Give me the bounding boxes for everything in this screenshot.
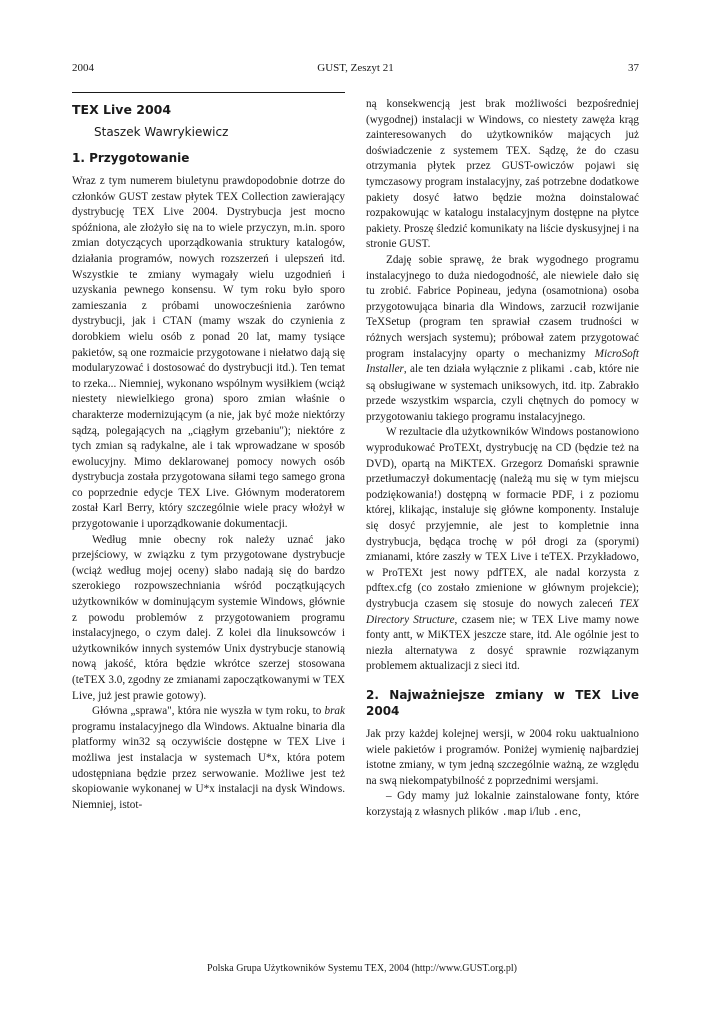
text-run: programu instalacyjnego dla Windows. Aktualne binaria dla platformy win32 są oczywiście dostępne w TEX Live i możliwa jest instalacja w systemach U*x, która potem udostępniana będzie przez serwowanie. Możliwe jest też skopiowanie wykonanej w U*x instalacji na dysk Windows. Niemniej, istot-	[72, 720, 345, 811]
emphasis: brak	[324, 705, 345, 718]
page-number: 37	[628, 62, 639, 74]
section-2-paragraph-1: Jak przy każdej kolejnej wersji, w 2004 roku uaktualniono wiele pakietów i programów. Poniżej wymienię najbardziej istotne zmiany, w tym jedną szczególnie ważną, ze względu na swą niekompatybilność z poprzednimi wersjami.	[366, 727, 639, 787]
right-column	[366, 97, 639, 822]
header-year: 2004	[72, 62, 94, 74]
text-run: W rezultacie dla użytkowników Windows postanowiono wyprodukować ProTEXt, dystrybucję na CD (będzie też na DVD), opartą na MiKTEX. Grzegorz Domański sprawnie przetłumaczył dokumentację (należą mu się w tym miejscu podziękowania!) dostępną w formacie PDF, i z poziomu której, klikając, instaluje się główne komponenty. Instaluje się dosyć przyjemnie, ale jest to kompletnie inna dystrybucja, będąca trochę w pół drogi za (sporymi) zmianami, które zaszły w TEX Live i teTEX. Przykładowo, w ProTEXt jest nowy pdfTEX, ale nadal korzysta z pdftex.cfg (co zostało zmienione w głównym projekcie); dystrybucja czasem się stosuje do nowych zaleceń	[366, 426, 639, 610]
article-title: TEX Live 2004	[72, 102, 172, 117]
text-run: i/lub	[526, 805, 553, 818]
text-run: Główna „sprawa", która nie wyszła w tym roku, to	[92, 705, 325, 718]
page-footer: Polska Grupa Użytkowników Systemu TEX, 2004 (http://www.GUST.org.pl)	[207, 963, 517, 974]
protext-paragraph	[366, 425, 639, 675]
emphasis: MicroSoft Installer	[366, 347, 639, 376]
section-2-paragraph-2	[366, 789, 639, 821]
code-enc: .enc	[552, 806, 579, 819]
section-2-heading: 2. Najważniejsze zmiany w TEX Live 2004	[366, 687, 639, 718]
installer-paragraph	[366, 253, 639, 426]
text-run: , czasem nie; w TEX Live mamy nowe fonty antt, w MiKTEX jeszcze stare, itd. Ale ogólnie jest to niezła alternatywa z dosyć sprawnie rozwiązanym problemem aktualizacji z sieci itd.	[366, 613, 639, 673]
text-run: ,	[578, 805, 581, 818]
section-1-paragraph-3	[72, 704, 345, 813]
code-map: .map	[501, 806, 527, 819]
article-author: Staszek Wawrykiewicz	[94, 125, 229, 139]
continued-paragraph: ną konsekwencją jest brak możliwości bezpośredniej (wygodnej) instalacji w Windows, co niestety zawęża krąg zainteresowanych do użytkowników mających już doświadczenie z systemem TEX. Sądzę, że do czasu otrzymania płytek przez GUST-owiczów pojawi się tymczasowy program instalacyjny, zaś potrzebne dodatkowe pakiety dosyć łatwo będzie można doinstalować rozpakowując w katalogu instalacyjnym dostępne na płytce pakiety. Proszę śledzić komunikaty na liście dyskusyjnej i na stronie GUST.	[366, 98, 639, 251]
running-header	[72, 62, 639, 78]
section-1-paragraph-1: Wraz z tym numerem biuletynu prawdopodobnie dotrze do członków GUST zestaw płytek TEX Collection zawierający dystrybucję TEX Live 2004. Dystrybucja jest mocno spóźniona, ale złożyło się na to wiele przyczyn, m.in. sporo zmian dotyczących uporządkowania struktury katalogów, działania programów, nowych rozszerzeń i ulepszeń itd. Wszystkie te zmiany wymagały wielu uzgodnień i uzyskania pewnego konsensu. W tym roku było sporo zamieszania z próbami unowocześnienia zarówno dystrybucji, jak i CTAN (mamy wszak do czynienia z dorobkiem wielu osób z ponad 20 lat, mamy tysiące pakietów, są one rozmaicie przygotowane i niełatwo dają się modularyzować i dostosować do dystrybucji itd.). Ten temat to rzeka... Niemniej, wykonano wspólnym wysiłkiem (wciąż niestety niewielkiego grona) sporo zmian właśnie o charakterze modernizującym (a nie, jak być może niektórzy sądzą, polegających na „ciągłym grzebaniu"); niektóre z tych zmian są radykalne, ale i tak wprowadzane w sposób ewolucyjny. Mimo deklarowanej pomocy nowych osób dystrybucja została przygotowana siłami tego samego grona co poprzednie edycje TEX Live. Głównym moderatorem został Karl Berry, który szczególnie wiele pracy włożył w przygotowanie i uporządkowanie dokumentacji.	[72, 175, 345, 531]
left-column	[72, 92, 345, 813]
section-1-heading: 1. Przygotowanie	[72, 151, 190, 165]
text-run: , które nie są obsługiwane w systemach uniksowych, itd. itp. Zabrakło przede wszystkim wsparcia, czyli chętnych do pomocy w przygotowaniu takiego programu instalacyjnego.	[366, 363, 640, 423]
emphasis: TEX Directory Structure	[366, 598, 639, 626]
text-run: Zdaję sobie sprawę, że brak wygodnego programu instalacyjnego to duża niedogodność, ale niewiele dało się tu zrobić. Fabrice Popineau, jedyna (osamotniona) osoba przygotowująca binaria dla Windows, zarzucił rozwijanie TeXSetup (program ten sprawiał czasem trudności w różnych wersjach systemu); próbował zatem przygotować program instalacyjny oparty o mechanizmy	[366, 253, 639, 360]
title-rule	[72, 92, 345, 93]
code-ext: .cab	[567, 364, 593, 377]
header-journal: GUST, Zeszyt 21	[317, 62, 394, 74]
text-run: , ale ten działa wyłącznie z plikami	[403, 363, 568, 376]
section-1-paragraph-2: Według mnie obecny rok należy uznać jako przejściowy, w związku z tym przygotowane dystrybucje (wciąż według mojej oceny) słabo nadają się do bardzo szerokiego rozpowszechniania wśród początkujących użytkowników w dominującym systemie Windows, głównie z powodu problemów z przygotowaniem programu instalacyjnego, o czym dalej. Z kolei dla linuksowców i użytkowników innych systemów Unix dystrybucje stanowią nową jakość, która będzie wkrótce szerzej stosowana (teTEX 3.0, zgodny ze zmianami zapoczątkowanymi w TEX Live, już jest prawie gotowy).	[72, 533, 345, 702]
text-run: – Gdy mamy już lokalnie zainstalowane fonty, które korzystają z własnych plików	[366, 790, 639, 818]
